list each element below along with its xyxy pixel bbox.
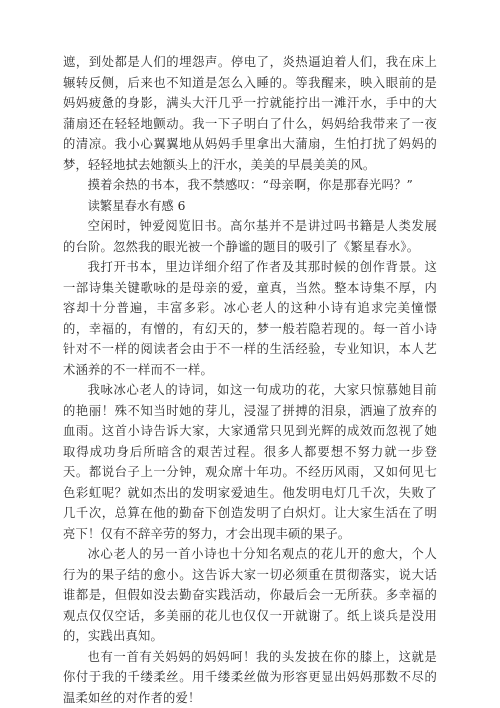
section-title: 读繁星春水有感 6: [63, 196, 437, 217]
paragraph-1: 遮，到处都是人们的埋怨声。停电了，炎热逼迫着人们，我在床上辗转反侧，后来也不知道是怎么入睡的。等我醒来，映入眼前的是妈妈疲惫的身影，满头大汗几乎一拧就能拧出一滩汗水，手中的大蒲扇还在轻轻地颤动。我一下子明白了什么，妈妈给我带来了一夜的清凉。我小心翼翼地从妈妈手里拿出大蒲扇，生怕打扰了妈妈的梦，轻轻地拭去她额头上的汗水，美美的早晨美美的风。: [63, 52, 437, 175]
paragraph-6: 冰心老人的另一首小诗也十分知名观点的花儿开的愈大，个人行为的果子结的愈小。这告诉大家一切必须重在贯彻落实，说大话谁都是，但假如没去勤奋实践活动，你最后会一无所获。多幸福的观点仅仅空话，多美丽的花儿也仅仅一开就谢了。纸上谈兵是没用的，实践出真知。: [63, 544, 437, 647]
paragraph-4: 我打开书本，里边详细介绍了作者及其那时候的创作背景。这一部诗集关键歌咏的是母亲的爱，童真，当然。整本诗集不厚，内容却十分普遍，丰富多彩。冰心老人的这种小诗有追求完美憧憬的，幸福的，有憎的，有幻天的，梦一般若隐若现的。每一首小诗针对不一样的阅读者会由于不一样的生活经验，专业知识，本人艺术涵养的不一样而不一样。: [63, 257, 437, 380]
paragraph-2: 摸着余热的书本，我不禁感叹：“母亲啊，你是那春光吗？”: [63, 175, 437, 196]
paragraph-7: 也有一首有关妈妈的妈妈呵！我的头发披在你的膝上，这就是你付于我的千缕柔丝。用千缕柔丝做为形容更显出妈妈那数不尽的温柔如丝的对作者的爱！: [63, 647, 437, 708]
document-page: [63, 52, 437, 708]
paragraph-5: 我咏冰心老人的诗词，如这一句成功的花，大家只惊慕她目前的艳丽！殊不知当时她的芽儿，浸湿了拼搏的泪泉，洒遍了放弃的血雨。这首小诗告诉大家，大家通常只见到光辉的成效而忽视了她取得成功身后所暗含的艰苦过程。很多人都要想不努力就一步登天。都说台子上一分钟，观众席十年功。不经历风雨，又如何见七色彩虹呢？就如杰出的发明家爱迪生。他发明电灯几千次，失败了几千次，总算在他的勤奋下创造发明了白炽灯。让大家生活在了明亮下！仅有不辞辛劳的努力，才会出现丰硕的果子。: [63, 380, 437, 544]
paragraph-3: 空闲时，钟爱阅览旧书。高尔基并不是讲过吗书籍是人类发展的台阶。忽然我的眼光被一个静谧的题目的吸引了《繁星春水》。: [63, 216, 437, 257]
